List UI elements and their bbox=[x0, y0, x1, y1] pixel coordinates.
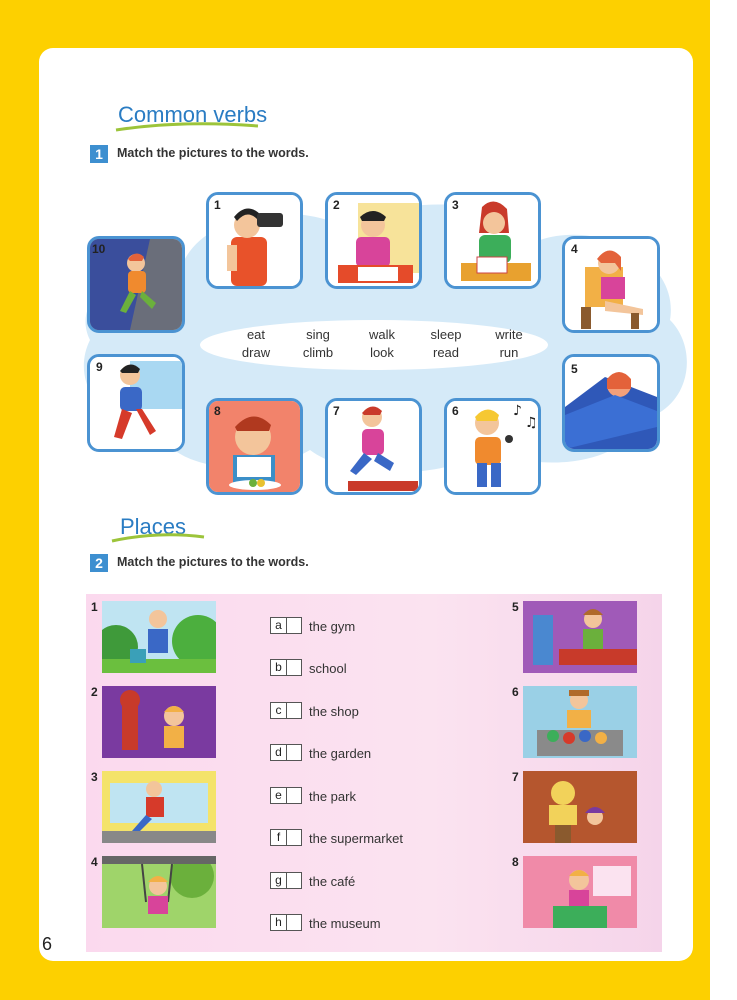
exercise-badge-1: 1 bbox=[90, 145, 108, 163]
answer-letter: g bbox=[271, 873, 287, 888]
page-number: 6 bbox=[42, 934, 53, 954]
eating-illustration bbox=[209, 401, 300, 492]
verb-word: eat bbox=[246, 327, 266, 342]
place-picture-3[interactable] bbox=[102, 771, 216, 843]
place-number: 2 bbox=[91, 685, 98, 699]
verb-word: walk bbox=[368, 327, 395, 342]
place-word: the park bbox=[309, 789, 356, 804]
place-word: the café bbox=[309, 874, 356, 889]
verb-word: climb bbox=[302, 345, 334, 360]
place-picture-1[interactable] bbox=[102, 601, 216, 673]
verb-word: read bbox=[432, 345, 460, 360]
sleeping-illustration bbox=[565, 357, 657, 449]
exercise-badge-2: 2 bbox=[90, 554, 108, 572]
walking-illustration bbox=[90, 357, 182, 449]
picture-number: 8 bbox=[214, 404, 221, 418]
instruction-2: Match the pictures to the words. bbox=[117, 555, 309, 569]
svg-text:♪: ♪ bbox=[513, 403, 522, 419]
answer-letter: c bbox=[271, 703, 287, 718]
answer-box-d[interactable] bbox=[270, 744, 302, 761]
answer-letter: a bbox=[271, 618, 287, 633]
answer-box-h[interactable] bbox=[270, 914, 302, 931]
verb-word: run bbox=[499, 345, 519, 360]
answer-box-g[interactable] bbox=[270, 872, 302, 889]
answer-box-b[interactable] bbox=[270, 659, 302, 676]
supermarket-illustration bbox=[523, 686, 637, 758]
place-picture-8[interactable] bbox=[523, 856, 637, 928]
gym-illustration bbox=[102, 771, 216, 843]
place-number: 4 bbox=[91, 855, 98, 869]
title-underline-swoosh bbox=[112, 120, 262, 134]
binoculars-illustration bbox=[209, 195, 300, 286]
place-number: 3 bbox=[91, 770, 98, 784]
answer-box-e[interactable] bbox=[270, 787, 302, 804]
garden-illustration bbox=[102, 601, 216, 673]
verb-word: look bbox=[370, 345, 394, 360]
picture-number: 5 bbox=[571, 362, 578, 376]
title-underline-swoosh bbox=[108, 531, 208, 545]
place-number: 1 bbox=[91, 600, 98, 614]
verb-word: write bbox=[495, 327, 523, 342]
picture-number: 1 bbox=[214, 198, 221, 212]
verb-word: sleep bbox=[430, 327, 462, 342]
place-picture-5[interactable] bbox=[523, 601, 637, 673]
place-number: 6 bbox=[512, 685, 519, 699]
place-word: the museum bbox=[309, 916, 381, 931]
museum-illustration bbox=[102, 686, 216, 758]
place-word: school bbox=[309, 661, 347, 676]
answer-letter: b bbox=[271, 660, 287, 675]
answer-box-a[interactable] bbox=[270, 617, 302, 634]
section-title-places: Places bbox=[120, 514, 187, 539]
picture-number: 10 bbox=[92, 242, 106, 256]
cafe-illustration bbox=[523, 771, 637, 843]
svg-text:♫: ♫ bbox=[525, 415, 538, 431]
place-word: the supermarket bbox=[309, 831, 403, 846]
singing-illustration bbox=[447, 401, 538, 492]
answer-box-c[interactable] bbox=[270, 702, 302, 719]
instruction-1: Match the pictures to the words. bbox=[117, 146, 309, 160]
answer-letter: e bbox=[271, 788, 287, 803]
writing-illustration bbox=[328, 195, 419, 286]
drawing-illustration bbox=[447, 195, 538, 286]
place-number: 5 bbox=[512, 600, 519, 614]
place-number: 7 bbox=[512, 770, 519, 784]
place-word: the gym bbox=[309, 619, 356, 634]
picture-number: 7 bbox=[333, 404, 340, 418]
place-word: the shop bbox=[309, 704, 359, 719]
picture-number: 4 bbox=[571, 242, 578, 256]
picture-number: 9 bbox=[96, 360, 103, 374]
picture-number: 2 bbox=[333, 198, 340, 212]
place-picture-6[interactable] bbox=[523, 686, 637, 758]
answer-letter: f bbox=[271, 830, 287, 845]
place-picture-4[interactable] bbox=[102, 856, 216, 928]
verb-word-list bbox=[200, 316, 530, 370]
section-title-common-verbs: Common verbs bbox=[118, 102, 268, 127]
answer-letter: d bbox=[271, 745, 287, 760]
shop-illustration bbox=[523, 601, 637, 673]
answer-letter: h bbox=[271, 915, 287, 930]
picture-number: 3 bbox=[452, 198, 459, 212]
running-illustration bbox=[328, 401, 419, 492]
school-illustration bbox=[523, 856, 637, 928]
place-picture-2[interactable] bbox=[102, 686, 216, 758]
place-picture-7[interactable] bbox=[523, 771, 637, 843]
park-illustration bbox=[102, 856, 216, 928]
picture-number: 6 bbox=[452, 404, 459, 418]
place-word: the garden bbox=[309, 746, 372, 761]
page-edge bbox=[710, 0, 737, 1000]
verb-word: sing bbox=[306, 327, 330, 342]
place-number: 8 bbox=[512, 855, 519, 869]
answer-box-f[interactable] bbox=[270, 829, 302, 846]
verb-word: draw bbox=[241, 345, 271, 360]
reading-illustration bbox=[565, 239, 657, 330]
